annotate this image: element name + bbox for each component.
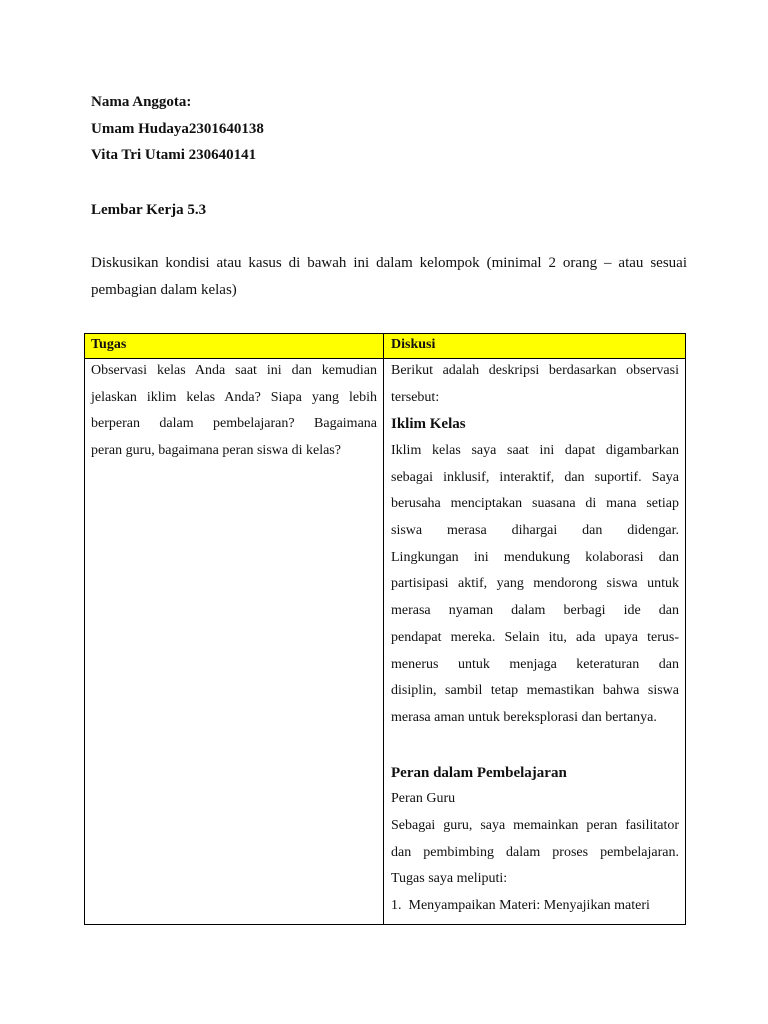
diskusi-intro-line: Berikut adalah deskripsi berdasarkan observasi: [391, 363, 679, 378]
member-name-1: Umam Hudaya2301640138: [91, 121, 264, 137]
instruction-line: Diskusikan kondisi atau kasus di bawah ini dalam kelompok (minimal 2 orang – atau sesuai: [91, 255, 687, 271]
iklim-line: partisipasi aktif, yang mendorong siswa untuk: [391, 576, 679, 591]
worksheet-title: Lembar Kerja 5.3: [91, 202, 207, 218]
iklim-line: disiplin, sambil tetap memastikan bahwa siswa: [391, 683, 679, 698]
iklim-line: merasa aman untuk bereksplorasi dan bertanya.: [391, 710, 657, 725]
iklim-line: sebagai inklusif, interaktif, dan suportif. Saya: [391, 470, 679, 485]
column-header-tugas: Tugas: [91, 337, 127, 352]
iklim-line: menerus untuk menjaga keteraturan dan: [391, 657, 679, 672]
iklim-kelas-heading: Iklim Kelas: [391, 416, 466, 432]
peran-list-item: 1. Menyampaikan Materi: Menyajikan materi: [391, 898, 650, 913]
peran-line: Tugas saya meliputi:: [391, 871, 508, 886]
table-header-divider: [84, 358, 686, 359]
iklim-line: siswa merasa dihargai dan didengar.: [391, 523, 679, 538]
instruction-line: pembagian dalam kelas): [91, 282, 237, 298]
peran-line: dan pembimbing dalam proses pembelajaran.: [391, 845, 679, 860]
iklim-line: Lingkungan ini mendukung kolaborasi dan: [391, 550, 679, 565]
tugas-line: peran guru, bagaimana peran siswa di kelas?: [91, 443, 341, 458]
table-header-row: [85, 334, 685, 358]
iklim-line: pendapat mereka. Selain itu, ada upaya terus-: [391, 630, 679, 645]
tugas-line: berperan dalam pembelajaran? Bagaimana: [91, 416, 377, 431]
iklim-line: merasa nyaman dalam berbagi ide dan: [391, 603, 679, 618]
peran-line: Sebagai guru, saya memainkan peran fasilitator: [391, 818, 679, 833]
member-label: Nama Anggota:: [91, 94, 192, 110]
diskusi-intro-line: tersebut:: [391, 390, 440, 405]
column-header-diskusi: Diskusi: [391, 337, 436, 352]
peran-guru-label: Peran Guru: [391, 791, 456, 806]
table-column-divider: [383, 333, 384, 925]
tugas-line: jelaskan iklim kelas Anda? Siapa yang lebih: [91, 390, 377, 405]
member-name-2: Vita Tri Utami 230640141: [91, 147, 257, 163]
tugas-line: Observasi kelas Anda saat ini dan kemudian: [91, 363, 377, 378]
iklim-line: berusaha menciptakan suasana di mana setiap: [391, 496, 679, 511]
iklim-line: Iklim kelas saya saat ini dapat digambarkan: [391, 443, 679, 458]
peran-heading: Peran dalam Pembelajaran: [391, 765, 567, 781]
